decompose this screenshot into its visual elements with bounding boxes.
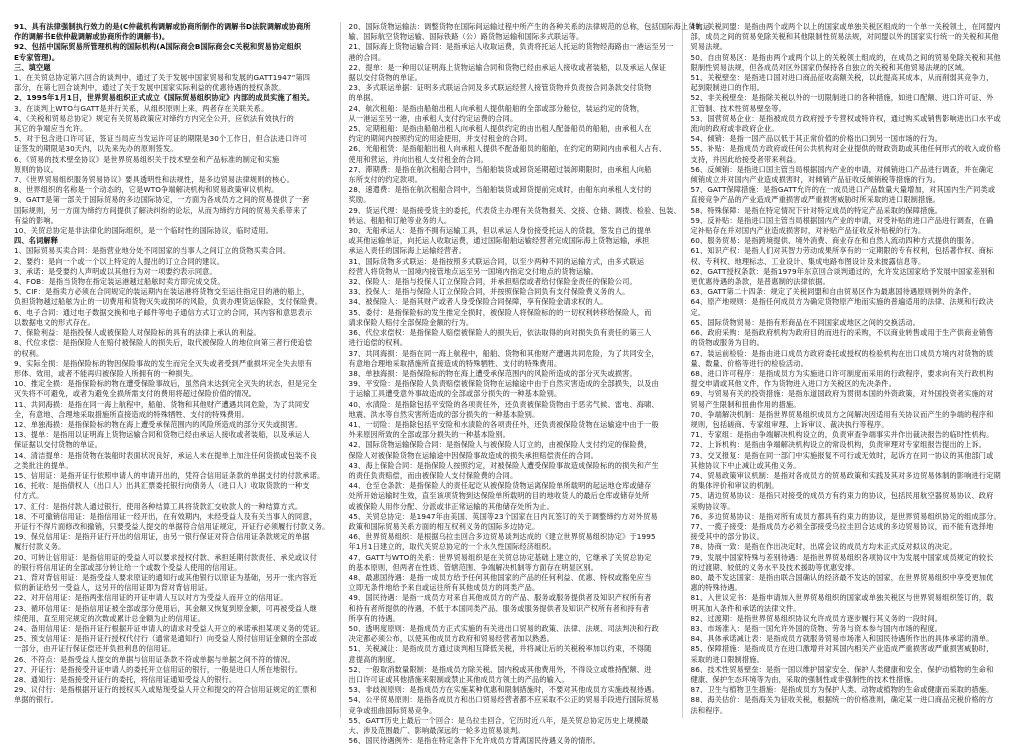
text-line: 请求保险人赔付全部保险金额的行为。 (348, 317, 474, 327)
text-line: 31、国际货物多式联运：是指按照多式联运合同，以至少两种不同的运输方式，由多式联运 (348, 256, 645, 266)
text-line: 18、不可撤销信用证：是指信用证一经开出，在有效期内，未经受益人及有关当事人的同意， (14, 511, 317, 521)
text-line: 竞争或扭曲国际贸易竞争。 (348, 705, 437, 715)
text-line: 21、国际海上货物运输合同：是指承运人收取运费，负责将托运人托运的货物经海路由一港运至另一 (348, 42, 674, 52)
text-line: 83、市场准入：是指一国允许外国的货物、劳务与资本参与国内市场的程度。 (690, 623, 943, 633)
text-line: 77、一揽子接受：是指成员方必须全部接受乌拉圭回合达成的多边贸易协议，而不能有选择地 (690, 521, 994, 531)
text-line: 37、共同海损：是指在同一海上航程中，船舶、货物和其他财产遭遇共同危险，为了共同安全， (348, 348, 659, 358)
text-line: 33、投保人：是指与保险人订立保险合同，并按照保险合同负有支付保险费义务的人。 (348, 287, 630, 297)
text-line: 其它的争端应当允许。 (14, 124, 88, 134)
text-line: 续使用，直至用完规定的次数或累计总金额为止的信用证。 (14, 613, 205, 623)
text-line: 贸易产生限制和扭曲作用的措施。 (690, 399, 801, 409)
text-line: 9、GATT是第一部关于国际贸易的多边国际协定，一方面为各成员方之间的贸易提供了一套 (14, 195, 310, 205)
text-line: 定补贴存在并对国内产业造成损害时，对补贴产品征收反补贴税的行为。 (690, 226, 926, 236)
text-line: 10、关贸总协定是非法律化的国际组织，是一个临时性的国际协议，临时适用。 (14, 226, 273, 236)
text-line: 四、名词解释 (14, 236, 59, 246)
text-line: 26、不符点：是指受益人提交的单据与信用证条款不符或单据与单据之间不符的情况。 (14, 654, 295, 664)
text-line: 47、GATT与WTO的关系：世界贸易组织是在关贸总协定基础上建立的，它继承了关贸总协定 (348, 552, 652, 562)
text-line: 16、托收：是指债权人（出口人）出具汇票委托银行向债务人（进口人）收取货款的一种支 (14, 481, 310, 491)
text-line: 29、货运代理：是指接受货主的委托，代表货主办理有关货物报关、交接、仓储、调拨、检验、包装、 (348, 205, 681, 215)
text-line: 36、代位求偿权：是指保险人赔偿被保险人的损失后，依法取得的向对损失负有责任的第三人 (348, 328, 652, 338)
text-line: 明其加入条件和承诺的法律文件。 (690, 603, 801, 613)
text-line: 东所支付的约定款项。 (348, 175, 422, 185)
text-line: 三、填空题 (14, 62, 51, 72)
text-line: 86、技术性贸易壁垒：是指一国以维护国家安全、保护人类健康和安全、保护动植物的生命和 (690, 664, 994, 674)
text-line: 7、保险利益：是指投保人或被保险人对保险标的具有的法律上承认的利益。 (14, 328, 261, 338)
text-line: 4、FOB：是指当货物在指定装运港越过船舷时卖方即完成交货。 (14, 277, 225, 287)
text-line: 的单据。 (348, 93, 378, 103)
text-line: 79、发展中国家特殊与差别待遇：是指世界贸易组织各项协议中为发展中国家成员规定的较长 (690, 552, 994, 562)
text-line: 履行付款义务。 (14, 542, 66, 552)
text-line: 28、通知行：是指接受开证行的委托，将信用证通知受益人的银行。 (14, 675, 237, 684)
text-line: 权、专利权、地理标志、工业设计、集成电路布图设计及未披露信息等。 (690, 256, 926, 266)
text-line: 39、平安险：是指保险人负责赔偿被保险货物在运输途中由于自然灾害造成的全部损失，以及由 (348, 379, 659, 389)
text-line: 81、入世议定书：是指申请加入世界贸易组织的国家或单独关税区与世界贸易组织签订的，载 (690, 593, 994, 603)
text-line: 46、世界贸易组织：是根据乌拉圭回合多边贸易谈判达成的《建立世界贸易组织协定》于1995 (348, 532, 656, 542)
text-line: 输、国际航空货物运输、国际铁路（公）路货物运输和国际多式联运等。 (348, 32, 584, 42)
text-line: 5、对于包含进口许可证，签证当局应当发运许可证的期限是30个工作日，但合法进口许可 (14, 134, 307, 144)
text-line: 国际规则，另一方面为缔约方间提供了解决纠纷的论坛，从而为缔约方间的贸易关系带来了 (14, 205, 308, 215)
text-line: 进行追偿的权利。 (348, 338, 408, 348)
text-line: 56、反倾销：是指进口国主管当局根据国内产业的申请，对倾销进口产品进行调查，并在确定 (690, 164, 994, 174)
text-line: 74、贸易政策审议机制：是指对各成员方的贸易政策和实践及其对多边贸易体制的影响进行定期 (690, 470, 1001, 480)
text-line: 转运、租船和订舱等业务的人。 (348, 215, 452, 225)
text-line: 约定的期间内按照约定的用途使用，并支付租金的合同。 (348, 134, 532, 144)
text-line: 支持，并因此给接受者带来利益。 (690, 154, 801, 164)
text-line: 85、保障措施：是指成员方在进口激增并对其国内相关产业造成严重损害或严重损害威胁时， (690, 644, 994, 654)
text-line: 和持有者所提供的待遇，不低于本国同类产品、服务或服务提供者及知识产权所有者和持有者 (348, 603, 650, 613)
text-line: 35、委付：是指保险标的发生推定全损时，被保险人将保险标的的一切权利转移给保险人，而 (348, 307, 652, 317)
text-line: 69、与贸易有关的投资措施：是指东道国政府为贯彻本国的外资政策，对外国投资者实施的对 (690, 389, 994, 399)
text-line: 年1月1日建立的，取代关贸总协定的一个永久性国际经济组织。 (348, 542, 557, 552)
text-line: 50、透明度原则：是指成员方正式实施的有关进出口贸易的政策、法律、法规、司法判决和行政 (348, 623, 659, 633)
text-line: 采取的进口限制措施。 (690, 654, 764, 664)
text-line: 定。 (690, 307, 706, 317)
text-line: 25、预支信用证：是指开证行授权代付行（通常是通知行）向受益人预付信用证金额的全部或 (14, 634, 317, 644)
text-line: 48、最惠国待遇：是指一成员方给予任何其他国家的产品的任何利益、优惠、特权或豁免应当 (348, 572, 652, 582)
text-line: 22、提单：是一种用以证明海上货物运输合同和货物已经由承运人接收或者装船，以及承运人保证 (348, 62, 667, 72)
text-line: 付方式。 (14, 491, 44, 501)
text-line: 量、数量、价格等进行的检验活动。 (690, 358, 808, 368)
text-line: 82、过渡期：是指世界贸易组织协议允许成员方逐步履行其义务的一段时间。 (690, 613, 943, 623)
text-line: 51、关税壁垒：是指进口国对进口商品征收高额关税，以此提高其成本，从而削弱其竞争力， (690, 73, 994, 83)
text-line: 28、速遣费：是指在航次租船合同中，当船舶装货或卸货提前完成时，由船东向承租人支付的 (348, 185, 652, 195)
text-line: 11、共同海损：是指在同一海上航程中，船舶、货物和其他财产遭遇共同危险，为了共同安 (14, 399, 310, 409)
text-line: 54、公平贸易原则：是指各成员方和出口贸易经营者都不应采取不公正的贸易手段进行国际贸易 (348, 695, 659, 705)
text-line: 有益的影响。 (14, 215, 59, 225)
text-line: 25、定期租船：是指由船舶出租人向承租人提供约定的由出租人配备船员的船舶，由承租人在 (348, 124, 652, 134)
text-line: 直接竞争产品的产业造成严重损害或严重损害威胁时所采取的进口限制措施。 (690, 195, 941, 205)
text-line: 84、具体承诺减让表：是指成员方就服务贸易市场准入和国民待遇所作出的具体承诺的清单。 (690, 634, 994, 644)
text-line: 67、装运前检验：是指由进口成员方政府委托或授权的检验机构在出口成员方境内对货物的质 (690, 348, 994, 358)
text-line: 作的调解书E依仲裁调解或协商所作的调解书)。 (14, 32, 170, 42)
text-line: 50、自由贸易区：是指由两个或两个以上的关税领土组成的，在成员之间的贸易免除关税和其他 (690, 52, 1001, 62)
text-line: 2、1995年1月1日，世界贸易组织正式成立《国际贸易组织协定》内部的成员实施了相关。 (14, 93, 315, 103)
text-line: 意提高的制度。 (348, 654, 400, 664)
text-line: 的货物或服务为目的。 (690, 338, 764, 348)
text-line: 健康、保护生态环境等为由，采取的强制性或非强制性的技术性措施。 (690, 675, 918, 684)
text-line: 2、要约：是向一个或一个以上特定的人提出的订立合同的建议。 (14, 256, 225, 266)
text-line: 26、光船租赁：是指船舶出租人向承租人提供不配备船员的船舶，在约定的期间内由承租人占有、 (348, 144, 667, 154)
text-line: 原则的协议。 (14, 164, 59, 174)
text-line: 据以交付货物的单证。 (348, 73, 422, 83)
text-line: 处所开始运输时生效，直至该项货物到达保险单所载明的目的地收货人的最后仓库或储存处所 (348, 491, 650, 501)
text-line: 59、反补贴：是指进口国主管当局根据国内产业的申请，对受补贴的进口产品进行调查，在确 (690, 215, 994, 225)
text-line: 34、被保险人：是指其财产或者人身受保险合同保障，享有保险金请求权的人。 (348, 297, 608, 307)
text-line: 19、保兑信用证：是指开证行开出的信用证，由另一银行保证对符合信用证条款规定的单据 (14, 532, 310, 542)
text-line: 似的新证给另一受益人，这另开的信用证即为背对背信用证。 (14, 583, 213, 593)
text-line: 证签发的期限是30天内，以先来先办的原则签发。 (14, 144, 178, 154)
text-line: 15、信用证：是指开证行依照申请人的申请开出的，凭符合信用证条款的单据支付的付款承诺。 (14, 470, 325, 480)
text-line: 的基本原则，但两者在性质、管辖范围、争端解决机制等方面存在明显区别。 (348, 562, 599, 572)
text-line: 41、一切险：是指除包括平安险和水渍险的各项责任外，还负责被保险货物在运输途中由于一般 (348, 419, 659, 429)
text-line: 决定都必须公布，以使其他成员方政府和贸易经营者加以熟悉。 (348, 634, 554, 644)
text-line: 24、备用信用证：是指开证行根据开证申请人的请求对受益人开立的承诺承担某项义务的凭证。 (14, 623, 325, 633)
text-line: 53、非歧视原则：是指成员方在实施某种优惠和限制措施时，不要对其他成员方实施歧视待遇。 (348, 685, 659, 695)
text-line: 有意地合理地采取措施所直接造成的特殊牺牲、支付的特殊费用。 (348, 358, 562, 368)
text-line: 承运人责任的国际海上运输经营者。 (348, 246, 466, 256)
text-line: 44、仓至仓条款：是指保险人的责任起讫从被保险货物运离保险单所载明的起运地仓库或储存 (348, 481, 652, 491)
text-line: 一部分，由开证行保证偿还并负担利息的信用证。 (14, 644, 176, 654)
text-line: 49、关税同盟：是指由两个或两个以上的国家或单独关税区组成的一个单一关税领土，在同盟内 (690, 22, 1001, 31)
text-line: 92、包括中国际贸易所管理机构的国际机构(A国际商会B国际商会C关税和贸易协定组织 (14, 42, 302, 52)
text-line: 10、推定全损：是指保险标的物在遭受保险事故后，虽然尚未达到完全灭失的状态，但是完全 (14, 379, 317, 389)
text-line: 29、议付行：是指根据开证行的授权买入或贴现受益人开立和提交的符合信用证规定的汇票和 (14, 685, 317, 695)
text-line: 7、《世界贸易组织服务贸易协议》要具透明性和法规性，是多边贸易法律规则的核心。 (14, 175, 294, 185)
text-line: 接受其中的部分协议。 (690, 532, 764, 542)
text-line: 64、原产地规则：是指任何成员方为确定货物原产地而实施的普遍适用的法律、法规和行政决 (690, 297, 994, 307)
text-line: 88、海关估价：是指海关为征收关税，根据统一的价格准则，确定某一进口商品完税价格的方 (690, 695, 994, 705)
text-line: 40、水渍险：是指除包括平安险的各项责任外，还负责被保险货物由于恶劣气候、雷电、海啸、 (348, 399, 659, 409)
text-line: 68、进口许可程序：是指成员方为实施进口许可制度而采用的行政程序，要求向有关行政机构 (690, 368, 994, 378)
text-line: 58、特殊保障：是指在特定情况下针对特定成员的特定产品采取的保障措施。 (690, 205, 943, 215)
text-column-right (691, 22, 1016, 718)
text-line: 政策和国际贸易关系方面的相互权利义务的国际多边协定。 (348, 521, 540, 531)
text-line: 66、政府采购：是指政府机构为政府目的而进行的采购，不以商业转售或用于生产供商业销售 (690, 328, 994, 338)
text-line: 的权利。 (14, 348, 44, 358)
text-line: 法和程序。 (690, 705, 728, 715)
text-line: 或其他运输单证，向托运人收取运费，通过国际船舶运输经营者完成国际海上货物运输，承担 (348, 236, 650, 246)
text-line: E专家管理)。 (14, 52, 60, 62)
text-line: 23、多式联运单据：证明多式联运合同及多式联运经营人接管货物并负责按合同条款交付货物 (348, 83, 652, 93)
text-line: 27、滞期费：是指在航次租船合同中，当船舶装货或卸货延期超过装卸期限时，由承租人向船 (348, 164, 652, 174)
text-line: 8、世界组织的名称是一个动态的，它是WTO争端解决机构和贸易政策审议机构。 (14, 185, 279, 195)
text-line: 73、交叉报复：是指在同一部门中实施报复不可行或无效时，起诉方在同一协议的其他部门或 (690, 450, 994, 460)
text-line: 6、《贸易的技术壁垒协议》是世界贸易组织关于技术壁垒和产品标准的制定和实施 (14, 154, 280, 164)
text-line: 出口许可证或其他措施来限制或禁止其他成员方领土的产品的输入。 (348, 675, 569, 684)
text-line: 的集体评价和审议的机制。 (690, 481, 779, 491)
text-line: 55、GATT历史上最后一个回合：是乌拉圭回合，它历时近八年，是关贸总协定历史上规模最 (348, 715, 649, 725)
text-line: 3、在谈判上WTO与GATT是并行关系，从组织原则上来，两者存在关联关系。 (14, 103, 269, 113)
text-line: 20、国际货物运输法：调整货物在国际间运输过程中所产生的各种关系的法律规范的总称，包括国际海上货物运 (348, 22, 711, 31)
text-line: 其他协议下中止减让或其他义务。 (690, 460, 801, 470)
text-line: 限制性贸易法规，但各成员对区外国家仍保持各自独立的关税和其他贸易法规的区域。 (690, 62, 970, 72)
text-line: 全，有意地、合理地采取措施所直接造成的特殊牺牲、支付的特殊费用。 (14, 409, 249, 419)
text-line: 56、国民待遇例外：是指在特定条件下允许成员方背离国民待遇义务的情形。 (348, 736, 601, 746)
text-line: 以数据电文的形式存在。 (14, 317, 95, 327)
text-line: 17、汇付：是指付款人通过银行，使用各种结算工具将货款汇交收款人的一种结算方式。 (14, 501, 303, 511)
text-line: 负担货物越过船舷为止的一切费用和货物灭失或损坏的风险，负责办理货运保险，支付保险费。 (14, 297, 323, 307)
text-line: 32、保险人：是指与投保人订立保险合同，并承担赔偿或者给付保险金责任的保险公司。 (348, 277, 637, 287)
text-line: 45、关贸总协定：是1947年由美国、英国等23个国家在日内瓦签订的关于调整缔约方对外贸易 (348, 511, 658, 521)
text-line: 的银行将信用证的全部或部分转让给一个或数个受益人使用的信用证。 (14, 562, 242, 572)
text-line: 57、GATT保障措施：是指GATT允许的在一成员进口产品数量大量增加，对其国内生产同类或 (690, 185, 996, 195)
text-line: 大、涉及范围最广、影响最深远的一轮多边贸易谈判。 (348, 726, 525, 736)
text-line: 倾销成立并对国内产业造成损害时，对倾销产品征收反倾销税等措施的行为。 (690, 175, 941, 185)
text-line: 63、GATT第二十四条：规定了关税同盟和自由贸易区作为最惠国待遇原则例外的条件。 (690, 287, 976, 297)
text-line: 76、多边贸易协议：是指对所有成员方都具有约束力的协议，是世界贸易组织协定的组成部分。 (690, 511, 1001, 521)
text-line: 23、循环信用证：是指信用证被全部或部分使用后，其金额又恢复到原金额，可再被受益人继 (14, 603, 317, 613)
text-line: 经营人将货物从一国境内接管地点运至另一国境内指定交付地点的货物运输。 (348, 266, 599, 276)
text-line: 51、关税减让：是指成员方通过谈判相互降低关税，并将减让后的关税税率加以约束，不得随 (348, 644, 652, 654)
text-line: 之类批注的提单。 (14, 460, 73, 470)
text-line: 61、知识产权：是指人们对其智力劳动成果所享有的一定期限的专有权利，包括著作权、商标 (690, 246, 994, 256)
text-line: 奖励。 (348, 195, 371, 205)
text-line: 形体、效用，或者不能再归被保险人所拥有的一种损失。 (14, 368, 198, 378)
text-line: 72、上诉机构：是指由争端解决机构设立的常设机构，负责审理对专家组报告提出的上诉。 (690, 440, 987, 450)
text-line: 流向的政府或非政府企业。 (690, 124, 779, 134)
text-line: 24、航次租船：是指由船舶出租人向承租人提供船舶的全部或部分舱位，装运约定的货物， (348, 103, 645, 113)
text-line: 12、单独海损：是指保险标的物在海上遭受承保范围内的风险所造成的部分灭失或损害。 (14, 419, 303, 429)
text-line: 立即无条件地给予来自或运往所有其他成员方的同类产品。 (348, 583, 540, 593)
text-line: 9、实际全损：是指保险标的物因保险事故的发生而完全灭失或者受到严重损坏完全失去原有 (14, 358, 313, 368)
text-line: 14、清洁提单：是指货物在装船时表面状况良好，承运人未在提单上加注任何货损或包装不良 (14, 450, 317, 460)
text-line: 27、开证行：是指接受开证申请人的委托开立信用证的银行，一般是进口人所在地银行。 (14, 664, 303, 674)
text-line: 惠的特殊待遇。 (690, 583, 742, 593)
text-line: 的过渡期、较低的义务水平及技术援助等优惠安排。 (690, 562, 860, 572)
text-line: 6、电子合同：通过电子数据交换和电子邮件等电子通信方式订立的合同，其内容和意思表示 (14, 307, 313, 317)
text-line: 开证行不得片面修改和撤销，只要受益人提交的单据符合信用证规定，开证行必须履行付款义务。 (14, 521, 330, 531)
text-line: 于运输工具遭受意外事故造成的全部或部分损失的一种基本险别。 (348, 389, 562, 399)
text-line: 1、国际贸易买卖合同：是指营业地分处不同国家的当事人之间订立的货物买卖合同。 (14, 246, 291, 256)
text-line: 43、海上保险合同：是指保险人按照约定，对被保险人遭受保险事故造成保险标的的损失和产生 (348, 460, 659, 470)
text-line: 62、GATT授权条款：是指1979年东京回合谈判通过的，允许发达国家给予发展中国家差别和 (690, 266, 995, 276)
text-line: 8、代位求偿：是指保险人在赔付被保险人的损失后，取代被保险人的地位向第三者行使追偿 (14, 338, 313, 348)
text-line: 贸易法规。 (690, 42, 728, 52)
text-line: 部分，在第七回合谈判中，通过了关于发展中国家实际利益的优惠待遇的授权条款。 (14, 83, 286, 93)
text-line: 52、非关税壁垒：是指除关税以外的一切限制进口的各种措施，如进口配额、进口许可证、外 (690, 93, 994, 103)
text-line: 55、补贴：是指成员方政府或任何公共机构对企业提供的财政资助或其他任何形式的收入或价格 (690, 144, 1001, 154)
text-line: 规则，包括磋商、专家组审理、上诉审议、裁决执行等程序。 (690, 419, 889, 429)
text-line: 的责任负责赔偿，而由被保险人支付保险费的合同。 (348, 470, 518, 480)
text-line: 65、国际货物贸易：是指有形商品在不同国家或地区之间的交换活动。 (690, 317, 921, 327)
text-line: 20、可转让信用证：是指信用证的受益人可以要求授权付款、承担延期付款责任、承兑或议付 (14, 552, 317, 562)
text-line: 外来原因所致的全部或部分损失的一种基本险别。 (348, 430, 510, 440)
text-line: 使用和营运，并向出租人支付租金的合同。 (348, 154, 488, 164)
text-line: 71、专家组：是指由争端解决机构设立的，负责审查争端事实并作出裁决报告的临时性机构。 (690, 430, 994, 440)
text-line: 38、单独海损：是指保险标的物在海上遭受承保范围内的风险所造成的部分灭失或损害。 (348, 368, 637, 378)
text-line: 30、无船承运人：是指不拥有运输工具，但以承运人身份接受托运人的货载，签发自己的提单 (348, 226, 652, 236)
text-line: 4、《关税和贸易总协定》规定有关贸易政策应对缔约方内完全公开，应依法有效执行的 (14, 113, 294, 123)
text-line: 采购协议等。 (690, 501, 735, 511)
text-line: 87、卫生与植物卫生措施：是指成员方为保护人类、动物或植物的生命或健康而采取的措施。 (690, 685, 994, 695)
text-line: 提交申请或其他文件，作为货物进入进口方关税区的先决条件。 (690, 379, 896, 389)
text-line: 54、倾销：是指一国产品以低于其正常价值的价格出口到另一国市场的行为。 (690, 134, 943, 144)
text-line: 5、CIF：是指卖方必须在合同规定的装运期内在装运港将货物交至运往指定目的港的船上， (14, 287, 310, 297)
text-line: 或被保险人用作分配、分派或非正常运输的其他储存处所为止。 (348, 501, 554, 511)
text-line: 80、最不发达国家：是指由联合国确认的经济最不发达的国家，在世界贸易组织中享受更加优 (690, 572, 994, 582)
text-line: 75、诸边贸易协议：是指只对接受的成员方有约束力的协议，包括民用航空器贸易协议、政府 (690, 491, 994, 501)
text-line: 地震、洪水等自然灾害所造成的部分损失的一种基本险别。 (348, 409, 540, 419)
text-line: 汇管制、技术性贸易壁垒等。 (690, 103, 786, 113)
text-line: 13、提单：是指用以证明海上货物运输合同和货物已经由承运人接收或者装船，以及承运人 (14, 430, 310, 440)
text-column-left (14, 22, 341, 718)
text-line: 灭失将不可避免，或者为避免全损所需支付的费用将超过保险价值的情况。 (14, 389, 257, 399)
text-line: 单据的银行。 (14, 695, 59, 705)
text-line: 保险人对被保险货物在运输途中因保险事故造成的损失承担赔偿责任的合同。 (348, 450, 599, 460)
text-line: 港的合同。 (348, 52, 386, 62)
text-line: 从一港运至另一港，由承租人支付约定运费的合同。 (348, 113, 518, 123)
text-line: 53、国营贸易企业：是指被成员方政府授予专营权或特许权，通过购买或销售影响进出口水平或 (690, 113, 1001, 123)
text-line: 52、一般取消数量限制：是指成员方除关税、国内税或其他费用外，不得设立或维持配额、进 (348, 664, 652, 674)
text-line: 1、在关贸总协定第六回合的谈判中，通过了关于发展中国家贸易和发展的GATT1947“第四 (14, 73, 311, 83)
text-line: 3、承诺：是受要约人声明或以其他行为对一项要约表示同意。 (14, 266, 217, 276)
text-line: 起到限制进口的作用。 (690, 83, 764, 93)
text-line: 所享有的待遇。 (348, 613, 400, 623)
text-line: 91、具有法律强制执行效力的是(C仲裁机构调解或协商所制作的调解书D法院调解或协商所 (14, 22, 311, 31)
text-line: 49、国民待遇：是指一成员方对来自其他成员方的产品、服务或服务提供者及知识产权所有者 (348, 593, 652, 603)
text-line: 21、背对背信用证：是指受益人要求原证的通知行或其他银行以原证为基础，另开一张内容近 (14, 572, 317, 582)
text-line: 60、服务贸易：是指跨境提供、境外消费、商业存在和自然人流动四种方式提供的服务。 (690, 236, 979, 246)
text-line: 22、对开信用证：是指两张信用证的开证申请人互以对方为受益人而开立的信用证。 (14, 593, 288, 603)
text-line: 78、协商一致：是指在作出决定时，出席会议的成员方均未正式反对拟议的决定。 (690, 542, 957, 552)
text-line: 部，成员之间的贸易免除关税和其他限制性贸易法规，对同盟以外的国家实行统一的关税和其他 (690, 32, 999, 42)
text-line: 70、争端解决机制：是指世界贸易组织成员方之间解决因适用有关协议而产生的争端的程序和 (690, 409, 994, 419)
text-line: 更优惠待遇的条款，是普惠制的法律依据。 (690, 277, 830, 287)
text-line: 42、国际货物运输保险合同：是指保险人与被保险人订立的，由被保险人支付约定的保险费， (348, 440, 652, 450)
text-line: 保证据以交付货物的单证。 (14, 440, 103, 450)
